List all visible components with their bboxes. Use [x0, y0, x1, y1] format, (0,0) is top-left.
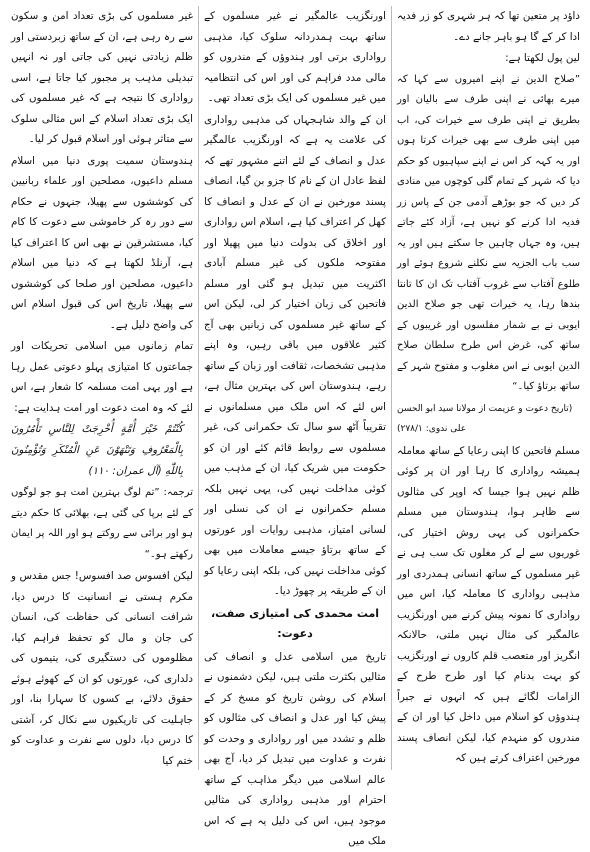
paragraph: ان کے والد شاہجہاں کی مذہبی رواداری کی علامت یہ ہے کہ اورنگزیب عالمگیر عدل و انصاف کے لئے اتنے مشہور تھے کہ لفظ عادل ان کے نام کا جزو بن گیا، انصاف پسند مورخین نے ان کے عدل و انصاف کا کھل کر اعتراف کیا ہے، اسلام اس رواداری اور اخلاق کی بدولت دنیا میں پھیلا اور مفتوحہ ملکوں کی غیر مسلم آبادی اکثریت میں تبدیل ہو گئی اور مسلم فاتحین کی زبان اختیار کر لی، لیکن اس کے ساتھ غیر مسلموں کی زبانیں بھی آج کثیر علاقوں میں باقی رہیں، وہ اپنے مذہبی تشخصات، ثقافت اور زبان کے ساتھ رہے، ہندوستان اس کی بہترین مثال ہے، اس لئے کہ اس ملک میں مسلمانوں نے تقریباً آٹھ سو سال تک حکمرانی کی، غیر مسلموں سے روابط قائم کئے اور ان کو حکومت میں شریک کیا، ان کے مذہب میں کوئی مداخلت نہیں کی، یہی نہیں بلکہ مسلم حکمرانوں نے ان کی نسلی اور لسانی امتیاز، مذہبی روایات اور عورتوں کے ساتھ برتاؤ جیسے معاملات میں بھی کوئی مداخلت نہیں کی، بلکہ اپنی رعایا کو ان کے طریقہ پر چھوڑ دیا۔: [204, 113, 386, 597]
paragraph: داؤد پر متعین تھا کہ ہر شہری کو زر فدیہ ادا کر کے گا ہو باہر جانے دے۔: [397, 10, 580, 43]
section-heading: امت محمدی کی امتیازی صفت، دعوت:: [210, 606, 380, 640]
text-column-middle: [199, 6, 392, 847]
reference-note: (تاریخ دعوت و عزیمت از مولانا سید ابو الحسن علی ندوی: ۲۷۸/۱): [397, 403, 573, 434]
paragraph: غیر مسلموں کی بڑی تعداد امن و سکون سے رہ رہی ہے، ان کے ساتھ زبردستی اور ظلم زیادتی نہیں کی جاتی اور نہ انہیں تبدیلی مذہب پر مجبور کیا جاتا ہے، اسی رواداری کا نتیجہ ہے کہ غیر مسلموں کی ایک بڑی تعداد اسلام کے اس مثالی سلوک سے متاثر ہوئی اور اسلام قبول کر لیا۔: [11, 10, 193, 145]
quote-paragraph: ”صلاح الدین نے اپنے امیروں سے کہا کہ میرے بھائی نے اپنی طرف سے بالیان اور بطریق نے اپنی طرف سے خیرات کی، اب میں اپنی طرف سے بھی خیرات کرتا ہوں اور یہ کہہ کر اس نے اپنے سپاہیوں کو حکم دیا کہ شہر کے تمام گلی کوچوں میں منادی کر دیں کہ جو بوڑھے آدمی جن کے پاس زر فدیہ ادا کرنے کو نہیں ہے، آزاد کئے جاتے ہیں، وہ جہاں چاہیں جا سکتے ہیں اور یہ سب باب الجزیہ سے نکلنے شروع ہوئے اور طلوع آفتاب سے غروب آفتاب تک ان کا تانتا بندھا رہا، یہ خیرات تھی جو صلاح الدین ایوبی نے بے شمار مفلسوں اور غریبوں کے ساتھ کی، غرض اس طرح سلطان صلاح الدین ایوبی نے اس مغلوب و مفتوح شہر کے ساتھ برتاؤ کیا۔“: [397, 73, 580, 392]
paragraph: اورنگزیب عالمگیر نے غیر مسلموں کے ساتھ بہت ہمدردانہ سلوک کیا، مذہبی رواداری برتی اور ہندوؤں کے مندروں کو مالی مدد فراہم کی اور اس کی انتظامیہ میں غیر مسلموں کی ایک بڑی تعداد تھی۔: [204, 10, 386, 104]
paragraph: ہندوستان سمیت پوری دنیا میں اسلام مسلم داعیوں، مصلحین اور علماء ربانیین کی کوششوں سے پھیلا، جنہوں نے حکام سے دور رہ کر خاموشی سے دعوت کا کام کیا، مستشرقین نے بھی اس کا اعتراف کیا ہے، آرنلڈ لکھتا ہے کہ دنیا میں اسلام داعیوں، مصلحین اور صلحا کی کوششوں سے پھیلا، تاریخ اس کی قبول اسلام اس کی واضح دلیل ہے۔: [11, 154, 193, 331]
paragraph: لین پول لکھتا ہے:: [505, 52, 580, 64]
paragraph: تمام زمانوں میں اسلامی تحریکات اور جماعتوں کا امتیازی پہلو دعوتی عمل رہا ہے اور یہی امت مسلمہ کا شعار ہے، اس لئے کہ وہ امت دعوت اور امت ہدایت ہے:: [11, 340, 193, 414]
quran-verse: كُنْتُمْ خَيْرَ أُمَّةٍ أُخْرِجَتْ لِلنَّاسِ تَأْمُرُونَ بِالْمَعْرُوفِ وَتَنْهَوْنَ عَنِ الْمُنْكَرِ وَتُؤْمِنُونَ بِاللّٰهِ (آل عمران: ۱۱۰): [11, 423, 183, 477]
text-column-left: [6, 6, 199, 770]
paragraph: لیکن افسوس صد افسوس! جس مقدس و مکرم ہستی نے انسانیت کا درس دیا، شرافت انسانی کی حفاظت کی، انسان کی جان و مال کو تحفظ فراہم کیا، مظلوموں کی دستگیری کی، یتیموں کی دلداری کی، عورتوں کو ان کے کھوئے ہوئے حقوق دلائے، بے کسوں کا سہارا بنا، اور جاہلیت کی تاریکیوں سے نکال کر، آشتی کا درس دیا، دلوں سے نفرت و عداوت کو ختم کیا: [11, 570, 193, 767]
paragraph: مسلم فاتحین کا اپنی رعایا کے ساتھ معاملہ ہمیشہ رواداری کا رہا اور ان پر کوئی ظلم نہیں ہوا جیسا کہ اوپر کی مثالوں سے ظاہر ہوا، ہندوستان میں مسلم حکمرانوں کی یہی روش اختیار کی، غوریوں سے لے کر مغلوں تک سب ہی نے غیر مسلموں کے ساتھ انسانی ہمدردی اور مذہبی رواداری کا معاملہ کیا، اس میں رواداری کا نمونہ پیش کرنے میں اورنگزیب عالمگیر کی مثال نہیں ملتی، حالانکہ انگریز اور متعصب قلم کاروں نے اورنگزیب کو بہت بدنام کیا اور طرح طرح کے الزامات لگائے ہیں کہ انہوں نے جبراً ہندوؤں کو اسلام میں داخل کیا اور ان کے مندروں کو منہدم کیا، لیکن انصاف پسند مورخین اعتراف کرتے ہیں کہ: [397, 444, 580, 764]
translation-paragraph: ترجمہ: ”تم لوگ بہترین امت ہو جو لوگوں کے لئے برپا کی گئی ہے، بھلائی کا حکم دیتے ہو اور برائی سے روکتے ہو اور اللہ پر ایمان رکھتے ہو۔“: [11, 487, 193, 560]
text-column-right: [392, 6, 585, 770]
paragraph: تاریخ میں اسلامی عدل و انصاف کی مثالیں بکثرت ملتی ہیں، لیکن دشمنوں نے اسلام کی روشن تاریخ کو مسخ کر کے پیش کیا اور عدل و انصاف کی مثالوں کو ظلم و تشدد میں اور رواداری و وحدت کو نفرت و عداوت میں تبدیل کر دیا، آج بھی عالم اسلامی میں دیگر مذاہب کے ساتھ احترام اور مذہبی رواداری کی مثالیں موجود ہیں، اس کی دلیل یہ ہے کہ اس ملک میں: [204, 650, 386, 847]
